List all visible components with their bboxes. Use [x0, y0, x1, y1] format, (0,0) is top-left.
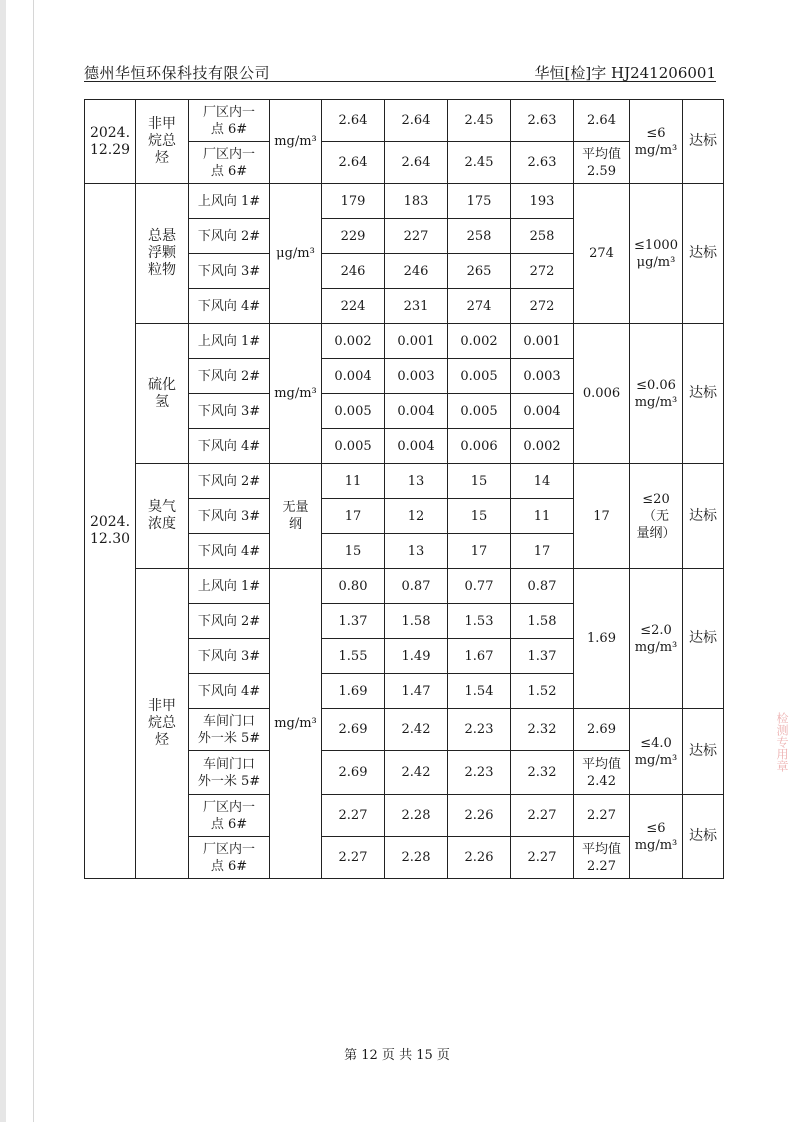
value-cell: 2.27 — [511, 795, 574, 837]
unit-cell: mg/m³ — [270, 324, 322, 464]
value-cell: 274 — [448, 289, 511, 324]
table-row — [85, 100, 724, 142]
value-cell: 2.64 — [322, 100, 385, 142]
limit-value: ≤6 mg/m³ — [630, 795, 683, 879]
value-cell: 17 — [322, 499, 385, 534]
sampling-point: 厂区内一 点 6# — [189, 837, 270, 879]
unit-cell: 无量 纲 — [270, 464, 322, 569]
value-cell: 2.63 — [511, 142, 574, 184]
company-name: 德州华恒环保科技有限公司 — [84, 64, 271, 82]
value-cell: 2.45 — [448, 100, 511, 142]
value-cell: 272 — [511, 289, 574, 324]
unit-cell: mg/m³ — [270, 100, 322, 184]
value-cell: 2.23 — [448, 751, 511, 795]
value-cell: 0.001 — [385, 324, 448, 359]
value-cell: 2.64 — [385, 100, 448, 142]
value-cell: 2.27 — [511, 837, 574, 879]
value-cell: 0.005 — [448, 359, 511, 394]
value-cell: 2.27 — [322, 837, 385, 879]
value-cell: 12 — [385, 499, 448, 534]
value-cell: 1.54 — [448, 674, 511, 709]
compliance-result: 达标 — [683, 464, 724, 569]
limit-value: ≤0.06 mg/m³ — [630, 324, 683, 464]
header-rule — [84, 81, 716, 82]
compliance-result: 达标 — [683, 100, 724, 184]
sampling-point: 上风向 1# — [189, 324, 270, 359]
value-cell: 0.003 — [385, 359, 448, 394]
limit-value: ≤6 mg/m³ — [630, 100, 683, 184]
value-cell: 13 — [385, 464, 448, 499]
value-cell: 17 — [511, 534, 574, 569]
sampling-point: 厂区内一 点 6# — [189, 795, 270, 837]
pollutant-name: 臭气 浓度 — [136, 464, 189, 569]
table-row — [85, 569, 724, 604]
max-value: 1.69 — [574, 569, 630, 709]
value-cell: 2.45 — [448, 142, 511, 184]
sampling-date: 2024. 12.29 — [85, 100, 136, 184]
sampling-point: 下风向 4# — [189, 534, 270, 569]
value-cell: 1.55 — [322, 639, 385, 674]
page-number: 第 12 页 共 15 页 — [344, 1048, 450, 1063]
max-value: 0.006 — [574, 324, 630, 464]
sampling-date: 2024. 12.30 — [85, 184, 136, 879]
value-cell: 1.67 — [448, 639, 511, 674]
average-value: 平均值 2.27 — [574, 837, 630, 879]
value-cell: 246 — [322, 254, 385, 289]
value-cell: 11 — [322, 464, 385, 499]
value-cell: 0.77 — [448, 569, 511, 604]
value-cell: 17 — [448, 534, 511, 569]
seal-stamp-fragment: 检测专用章 — [775, 712, 789, 772]
value-cell: 1.47 — [385, 674, 448, 709]
value-cell: 193 — [511, 184, 574, 219]
sampling-point: 下风向 2# — [189, 464, 270, 499]
sampling-point: 下风向 2# — [189, 219, 270, 254]
value-cell: 2.64 — [322, 142, 385, 184]
value-cell: 2.28 — [385, 837, 448, 879]
value-cell: 229 — [322, 219, 385, 254]
value-cell: 1.58 — [385, 604, 448, 639]
pollutant-name: 硫化 氢 — [136, 324, 189, 464]
value-cell: 0.004 — [385, 429, 448, 464]
value-cell: 0.002 — [448, 324, 511, 359]
value-cell: 0.001 — [511, 324, 574, 359]
value-cell: 1.53 — [448, 604, 511, 639]
value-cell: 246 — [385, 254, 448, 289]
value-cell: 227 — [385, 219, 448, 254]
sampling-point: 下风向 3# — [189, 254, 270, 289]
value-cell: 258 — [448, 219, 511, 254]
value-cell: 2.69 — [322, 709, 385, 751]
value-cell: 13 — [385, 534, 448, 569]
value-cell: 1.69 — [322, 674, 385, 709]
value-cell: 2.26 — [448, 837, 511, 879]
unit-cell: μg/m³ — [270, 184, 322, 324]
scan-edge-line — [33, 0, 34, 1122]
sampling-point: 下风向 2# — [189, 359, 270, 394]
max-value: 17 — [574, 464, 630, 569]
value-cell: 0.87 — [511, 569, 574, 604]
sampling-point: 下风向 4# — [189, 429, 270, 464]
sampling-point: 下风向 4# — [189, 289, 270, 324]
sampling-point: 下风向 4# — [189, 674, 270, 709]
sampling-point: 上风向 1# — [189, 569, 270, 604]
compliance-result: 达标 — [683, 795, 724, 879]
value-cell: 179 — [322, 184, 385, 219]
value-cell: 0.006 — [448, 429, 511, 464]
value-cell: 0.002 — [322, 324, 385, 359]
sampling-point: 车间门口 外一米 5# — [189, 709, 270, 751]
value-cell: 0.005 — [448, 394, 511, 429]
value-cell: 2.63 — [511, 100, 574, 142]
value-cell: 2.27 — [322, 795, 385, 837]
value-cell: 1.58 — [511, 604, 574, 639]
value-cell: 0.87 — [385, 569, 448, 604]
value-cell: 1.37 — [322, 604, 385, 639]
value-cell: 15 — [448, 464, 511, 499]
max-value: 2.27 — [574, 795, 630, 837]
sampling-point: 车间门口 外一米 5# — [189, 751, 270, 795]
value-cell: 1.49 — [385, 639, 448, 674]
max-value: 2.64 — [574, 100, 630, 142]
value-cell: 0.005 — [322, 394, 385, 429]
value-cell: 0.80 — [322, 569, 385, 604]
sampling-point: 厂区内一 点 6# — [189, 142, 270, 184]
value-cell: 2.64 — [385, 142, 448, 184]
sampling-point: 下风向 3# — [189, 499, 270, 534]
value-cell: 2.42 — [385, 751, 448, 795]
value-cell: 175 — [448, 184, 511, 219]
pollutant-name: 总悬 浮颗 粒物 — [136, 184, 189, 324]
value-cell: 14 — [511, 464, 574, 499]
monitoring-results-table — [84, 99, 724, 879]
value-cell: 1.52 — [511, 674, 574, 709]
value-cell: 231 — [385, 289, 448, 324]
value-cell: 2.32 — [511, 709, 574, 751]
sampling-point: 上风向 1# — [189, 184, 270, 219]
compliance-result: 达标 — [683, 709, 724, 795]
value-cell: 183 — [385, 184, 448, 219]
compliance-result: 达标 — [683, 184, 724, 324]
max-value: 2.69 — [574, 709, 630, 751]
value-cell: 11 — [511, 499, 574, 534]
compliance-result: 达标 — [683, 324, 724, 464]
value-cell: 0.005 — [322, 429, 385, 464]
value-cell: 0.003 — [511, 359, 574, 394]
pollutant-name: 非甲 烷总 烃 — [136, 569, 189, 879]
scan-edge — [0, 0, 6, 1122]
sampling-point: 厂区内一 点 6# — [189, 100, 270, 142]
value-cell: 0.004 — [511, 394, 574, 429]
sampling-point: 下风向 3# — [189, 639, 270, 674]
unit-cell: mg/m³ — [270, 569, 322, 879]
sampling-point: 下风向 3# — [189, 394, 270, 429]
pollutant-name: 非甲 烷总 烃 — [136, 100, 189, 184]
compliance-result: 达标 — [683, 569, 724, 709]
value-cell: 224 — [322, 289, 385, 324]
value-cell: 2.26 — [448, 795, 511, 837]
value-cell: 15 — [322, 534, 385, 569]
value-cell: 272 — [511, 254, 574, 289]
limit-value: ≤1000 μg/m³ — [630, 184, 683, 324]
table-row — [85, 464, 724, 499]
limit-value: ≤2.0 mg/m³ — [630, 569, 683, 709]
value-cell: 2.42 — [385, 709, 448, 751]
value-cell: 265 — [448, 254, 511, 289]
page-header — [84, 60, 716, 82]
sampling-point: 下风向 2# — [189, 604, 270, 639]
average-value: 平均值 2.59 — [574, 142, 630, 184]
report-number: 华恒[检]字 HJ241206001 — [534, 64, 716, 82]
max-value: 274 — [574, 184, 630, 324]
table-row — [85, 184, 724, 219]
value-cell: 1.37 — [511, 639, 574, 674]
value-cell: 0.002 — [511, 429, 574, 464]
value-cell: 2.32 — [511, 751, 574, 795]
value-cell: 0.004 — [385, 394, 448, 429]
value-cell: 2.69 — [322, 751, 385, 795]
value-cell: 15 — [448, 499, 511, 534]
value-cell: 0.004 — [322, 359, 385, 394]
average-value: 平均值 2.42 — [574, 751, 630, 795]
value-cell: 2.23 — [448, 709, 511, 751]
limit-value: ≤4.0 mg/m³ — [630, 709, 683, 795]
limit-value: ≤20 （无 量纲） — [630, 464, 683, 569]
value-cell: 258 — [511, 219, 574, 254]
table-row — [85, 324, 724, 359]
value-cell: 2.28 — [385, 795, 448, 837]
